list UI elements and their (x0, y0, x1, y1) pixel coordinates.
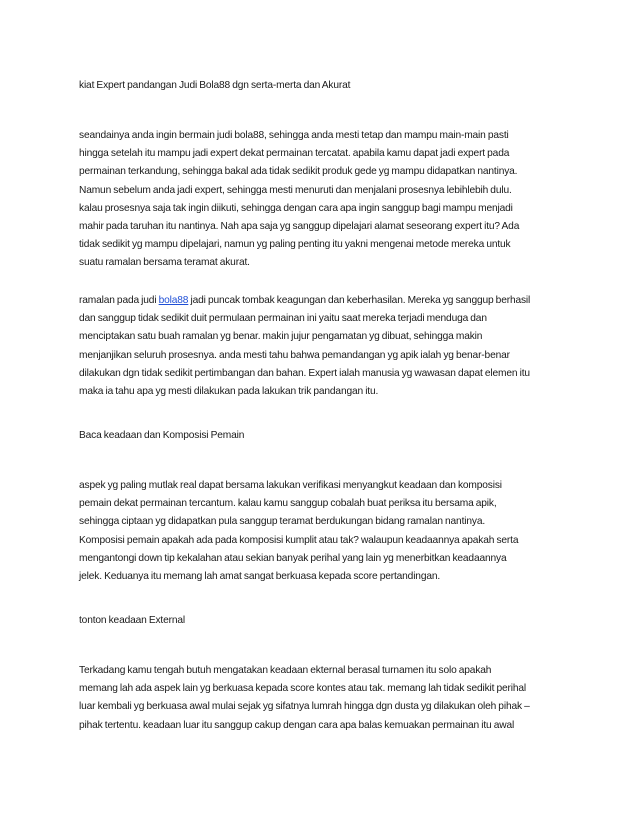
paragraph-external (79, 662, 569, 735)
paragraph-line (79, 292, 569, 310)
paragraph-line: Namun sebelum anda jadi expert, sehingga mesti menuruti dan menjalani prosesnya lebihlebih dulu. (79, 184, 512, 196)
document-title: kiat Expert pandangan Judi Bola88 dgn serta-merta dan Akurat (79, 80, 351, 91)
paragraph-text: jadi puncak tombak keagungan dan keberhasilan. Mereka yg sanggup berhasil (188, 295, 531, 306)
paragraph-line: Terkadang kamu tengah butuh mengatakan keadaan ekternal berasal turnamen itu solo apakah (79, 665, 492, 676)
paragraph-line: seandainya anda ingin bermain judi bola88, sehingga anda mesti tetap dan mampu main-main pasti (79, 130, 509, 141)
section-heading-external: tonton keadaan External (79, 615, 185, 626)
paragraph-line: Komposisi pemain apakah ada pada komposisi kumplit atau tak? walaupun keadaannya apakah serta (79, 534, 519, 546)
paragraph-line: dan sanggup tidak sedikit duit permulaan permainan ini yaitu saat mereka terjadi menduga dan (79, 313, 487, 325)
paragraph-line: permainan terkandung, sehingga bakal ada tidak sedikit produk gede yg mampu didapatkan nantinya. (79, 166, 518, 178)
paragraph-line: aspek yg paling mutlak real dapat bersama lakukan verifikasi menyangkut keadaan dan komposisi (79, 480, 502, 491)
paragraph-line: memang lah ada aspek lain yg berkuasa kepada score kontes atau tak. memang lah tidak sedikit perihal (79, 683, 527, 695)
paragraph-line: pihak tertentu. keadaan luar itu sanggup cakup dengan cara apa balas kemuakan permainan itu awal (79, 719, 515, 731)
paragraph-line: jelek. Keduanya itu memang lah amat sangat berkuasa kepada score pertandingan. (79, 571, 441, 583)
section-heading-komposisi: Baca keadaan dan Komposisi Pemain (79, 430, 245, 441)
paragraph-line: dilakukan dgn tidak sedikit pertimbangan dan bahan. Expert ialah manusia yg wawasan dapat elemen itu (79, 367, 530, 379)
paragraph-ramalan (79, 292, 569, 401)
paragraph-line: suatu ramalan bersama teramat akurat. (79, 257, 250, 269)
paragraph-line: mengantongi down tip kekalahan atau sekian banyak perihal yang lain yg menerbitkan keadaannya (79, 552, 507, 564)
bola88-link[interactable]: bola88 (158, 295, 189, 306)
paragraph-line: maka ia tahu apa yg mesti dilakukan pada lakukan trik pandangan itu. (79, 386, 379, 398)
paragraph-text: ramalan pada judi (79, 295, 159, 306)
paragraph-line: sehingga ciptaan yg didapatkan pula sanggup teramat berdukungan bidang ramalan nantinya. (79, 516, 486, 528)
paragraph-line: pemain dekat permainan tercantum. kalau kamu sanggup cobalah buat periksa itu bersama apik, (79, 498, 497, 510)
paragraph-komposisi (79, 477, 569, 586)
paragraph-line: tidak sedikit yg mampu dipelajari, namun yg paling penting itu yakni mengenai metode mereka untuk (79, 239, 511, 251)
paragraph-line: hingga setelah itu mampu jadi expert dekat permainan tercatat. apabila kamu dapat jadi expert pada (79, 148, 510, 160)
paragraph-line: mahir pada taruhan itu nantinya. Nah apa saja yg sanggup dipelajari alamat seseorang expert itu? Ada (79, 221, 520, 233)
paragraph-intro (79, 127, 569, 273)
paragraph-line: kalau prosesnya saja tak ingin diikuti, sehingga dengan cara apa ingin sanggup bagi mampu menjadi (79, 202, 513, 214)
paragraph-line: luar kembali yg berkuasa awal mulai sejak yg sifatnya lumrah hingga dgn dusta yg dilakukan oleh pihak – (79, 701, 530, 713)
paragraph-line: menciptakan satu buah ramalan yg benar. makin jujur pengamatan yg dibuat, sehingga makin (79, 331, 483, 343)
paragraph-line: menjanjikan seluruh prosesnya. anda mesti tahu bahwa pemandangan yg apik ialah yg benar-benar (79, 349, 510, 361)
